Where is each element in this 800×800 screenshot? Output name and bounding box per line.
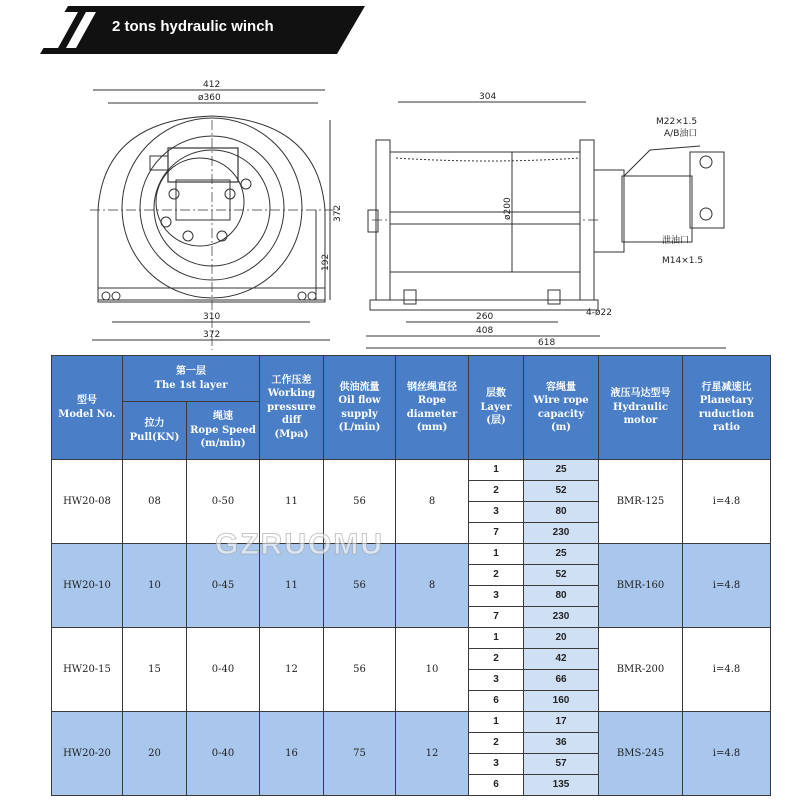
port-ab: A/B油口 — [664, 129, 698, 139]
cell-capacity: 52 — [524, 481, 599, 502]
table-row — [52, 628, 771, 649]
port-m14: M14×1.5 — [662, 256, 704, 266]
cell-capacity: 230 — [524, 523, 599, 544]
cell-pressure: 12 — [260, 628, 324, 712]
spec-table — [51, 355, 771, 796]
cell-capacity: 135 — [524, 775, 599, 796]
cell-capacity: 52 — [524, 565, 599, 586]
page-title: 2 tons hydraulic winch — [112, 18, 274, 35]
dim-618: 618 — [538, 338, 556, 348]
cell-capacity: 160 — [524, 691, 599, 712]
cell-pressure: 11 — [260, 460, 324, 544]
spec-body — [52, 460, 771, 796]
cell-capacity: 80 — [524, 502, 599, 523]
dim-d200: ø200 — [503, 197, 513, 220]
cell-capacity: 17 — [524, 712, 599, 733]
cell-layer: 7 — [469, 523, 524, 544]
dim-d360: ø360 — [198, 93, 221, 103]
cell-layer: 1 — [469, 628, 524, 649]
watermark: GZRUOMU — [215, 528, 384, 561]
cell-motor: BMR-160 — [599, 544, 683, 628]
cell-rope: 8 — [396, 544, 469, 628]
cell-layer: 2 — [469, 649, 524, 670]
cell-layer: 2 — [469, 481, 524, 502]
table-row — [52, 460, 771, 481]
cell-capacity: 57 — [524, 754, 599, 775]
dim-260: 260 — [476, 312, 494, 322]
hdr-first-layer: 第一层 The 1st layer — [123, 356, 260, 402]
cell-ratio: i=4.8 — [683, 712, 771, 796]
table-row — [52, 712, 771, 733]
cell-layer: 3 — [469, 502, 524, 523]
cell-layer: 1 — [469, 460, 524, 481]
dim-408: 408 — [476, 326, 494, 336]
cell-speed: 0-50 — [187, 460, 260, 544]
cell-pull: 10 — [123, 544, 187, 628]
dim-holes: 4-ø22 — [586, 308, 612, 318]
hdr-rope: 钢丝绳直径 Rope diameter (mm) — [396, 356, 469, 460]
cell-flow: 56 — [324, 628, 396, 712]
hdr-layer: 层数 Layer (层) — [469, 356, 524, 460]
hdr-ratio: 行星减速比 Planetary ruduction ratio — [683, 356, 771, 460]
table-row — [52, 544, 771, 565]
dim-372-v: 372 — [333, 204, 343, 222]
hdr-pressure: 工作压差 Working pressure diff (Mpa) — [260, 356, 324, 460]
cell-layer: 2 — [469, 733, 524, 754]
cell-pressure: 11 — [260, 544, 324, 628]
cell-pull: 20 — [123, 712, 187, 796]
cell-model: HW20-10 — [52, 544, 123, 628]
cell-layer: 6 — [469, 691, 524, 712]
hdr-motor: 液压马达型号 Hydraulic motor — [599, 356, 683, 460]
cell-capacity: 25 — [524, 460, 599, 481]
cell-flow: 56 — [324, 460, 396, 544]
winch-drawing — [0, 60, 800, 360]
cell-layer: 2 — [469, 565, 524, 586]
cell-flow: 56 — [324, 544, 396, 628]
cell-capacity: 25 — [524, 544, 599, 565]
dim-412: 412 — [203, 80, 221, 90]
cell-capacity: 36 — [524, 733, 599, 754]
cell-layer: 3 — [469, 586, 524, 607]
cell-layer: 3 — [469, 754, 524, 775]
cell-ratio: i=4.8 — [683, 460, 771, 544]
cell-capacity: 80 — [524, 586, 599, 607]
dim-372-h: 372 — [203, 330, 221, 340]
cell-pressure: 16 — [260, 712, 324, 796]
cell-rope: 8 — [396, 460, 469, 544]
cell-pull: 08 — [123, 460, 187, 544]
cell-layer: 7 — [469, 607, 524, 628]
hdr-speed: 绳速 Rope Speed (m/min) — [187, 402, 260, 460]
cell-capacity: 66 — [524, 670, 599, 691]
cell-model: HW20-15 — [52, 628, 123, 712]
cell-rope: 12 — [396, 712, 469, 796]
dim-310: 310 — [203, 312, 221, 322]
cell-motor: BMS-245 — [599, 712, 683, 796]
cell-rope: 10 — [396, 628, 469, 712]
port-drain: 泄油口 — [662, 236, 690, 246]
cell-capacity: 230 — [524, 607, 599, 628]
cell-flow: 75 — [324, 712, 396, 796]
hdr-flow: 供油流量 Oil flow supply (L/min) — [324, 356, 396, 460]
cell-ratio: i=4.8 — [683, 544, 771, 628]
cell-layer: 3 — [469, 670, 524, 691]
cell-speed: 0-40 — [187, 712, 260, 796]
cell-capacity: 42 — [524, 649, 599, 670]
port-m22: M22×1.5 — [656, 117, 698, 127]
cell-model: HW20-20 — [52, 712, 123, 796]
hdr-pull: 拉力 Pull(KN) — [123, 402, 187, 460]
cell-layer: 1 — [469, 712, 524, 733]
cell-layer: 6 — [469, 775, 524, 796]
cell-motor: BMR-125 — [599, 460, 683, 544]
cell-layer: 1 — [469, 544, 524, 565]
dim-192: 192 — [321, 253, 331, 271]
cell-pull: 15 — [123, 628, 187, 712]
cell-capacity: 20 — [524, 628, 599, 649]
cell-motor: BMR-200 — [599, 628, 683, 712]
cell-model: HW20-08 — [52, 460, 123, 544]
cell-speed: 0-45 — [187, 544, 260, 628]
hdr-capacity: 容绳量 Wire rope capacity (m) — [524, 356, 599, 460]
front-view — [90, 90, 340, 350]
cell-speed: 0-40 — [187, 628, 260, 712]
cell-ratio: i=4.8 — [683, 628, 771, 712]
hdr-model: 型号 Model No. — [52, 356, 123, 460]
dim-304: 304 — [479, 92, 497, 102]
